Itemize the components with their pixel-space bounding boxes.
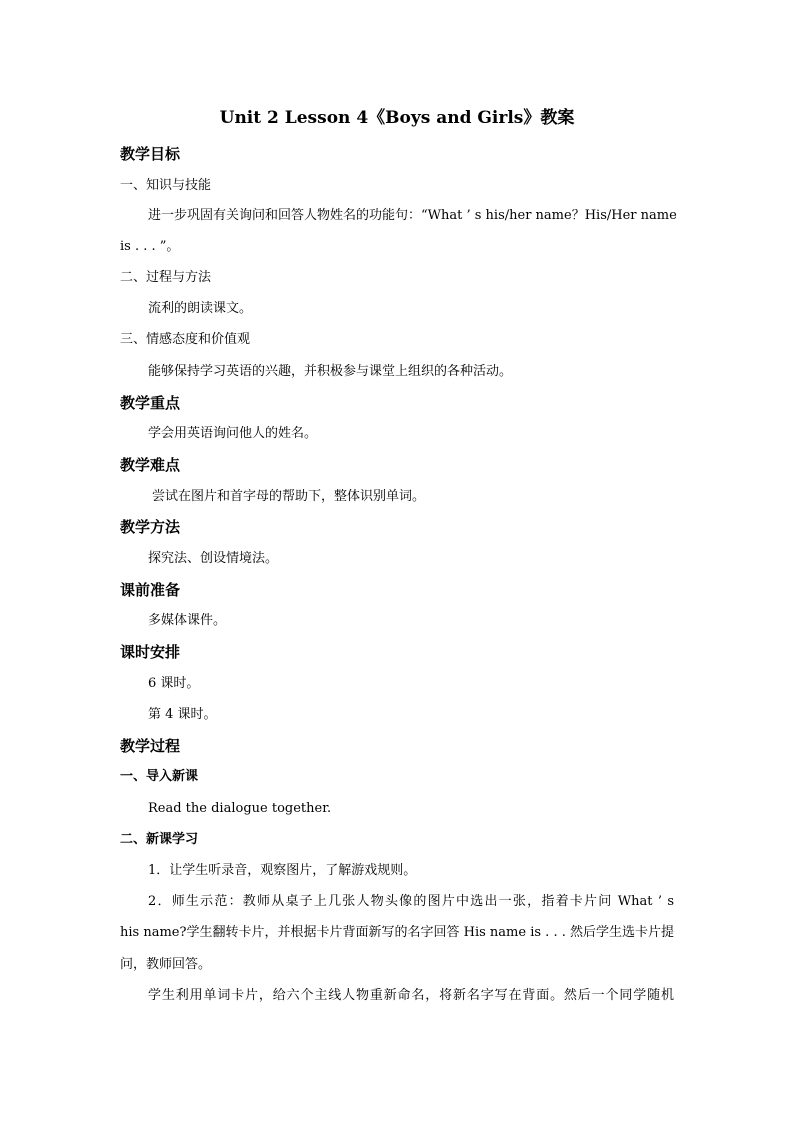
difficult-text: 尝试在图片和首字母的帮助下，整体识别单词。: [152, 489, 426, 504]
process-heading: 教学过程: [120, 737, 181, 755]
schedule-heading: 课时安排: [120, 643, 181, 661]
key-text: 学会用英语询问他人的姓名。: [148, 426, 318, 441]
step1-text: 1．让学生听录音，观察图片，了解游戏规则。: [148, 863, 417, 878]
goal3-text: 能够保持学习英语的兴趣，并积极参与课堂上组织的各种活动。: [148, 364, 513, 379]
step2-text-line3: 问，教师回答。: [120, 957, 212, 972]
document-title: Unit 2 Lesson 4《Boys and Girls》教案: [219, 108, 575, 128]
step2-text-line2: his name?学生翻转卡片，并根据卡片背面新写的名字回答 His name is . . . 然后学生选卡片提: [120, 925, 674, 940]
goal2-heading: 二、过程与方法: [120, 270, 212, 285]
difficult-heading: 教学难点: [120, 456, 181, 474]
goal1-heading: 一、知识与技能: [120, 178, 212, 193]
goals-heading: 教学目标: [120, 145, 181, 163]
prep-text: 多媒体课件。: [148, 613, 227, 628]
schedule-text-1: 6 课时。: [148, 676, 200, 691]
step2-text-line1: 2．师生示范：教师从桌子上几张人物头像的图片中选出一张，指着卡片问 What ’ s: [148, 894, 674, 909]
method-heading: 教学方法: [120, 518, 181, 536]
method-text: 探究法、创设情境法。: [148, 551, 279, 566]
key-heading: 教学重点: [120, 394, 181, 412]
goal1-text-line2: is . . . ”。: [120, 239, 180, 254]
step3-text-line1: 学生利用单词卡片，给六个主线人物重新命名，将新名字写在背面。然后一个同学随机: [148, 988, 674, 1003]
intro-heading: 一、导入新课: [120, 769, 199, 784]
new-lesson-heading: 二、新课学习: [120, 832, 199, 847]
goal1-text-line1: 进一步巩固有关询问和回答人物姓名的功能句：“What ’ s his/her name？His/Her name: [148, 208, 677, 223]
prep-heading: 课前准备: [120, 581, 181, 599]
intro-text: Read the dialogue together.: [148, 801, 332, 816]
schedule-text-2: 第 4 课时。: [148, 707, 217, 722]
goal2-text: 流利的朗读课文。: [148, 301, 253, 316]
goal3-heading: 三、情感态度和价值观: [120, 332, 251, 347]
